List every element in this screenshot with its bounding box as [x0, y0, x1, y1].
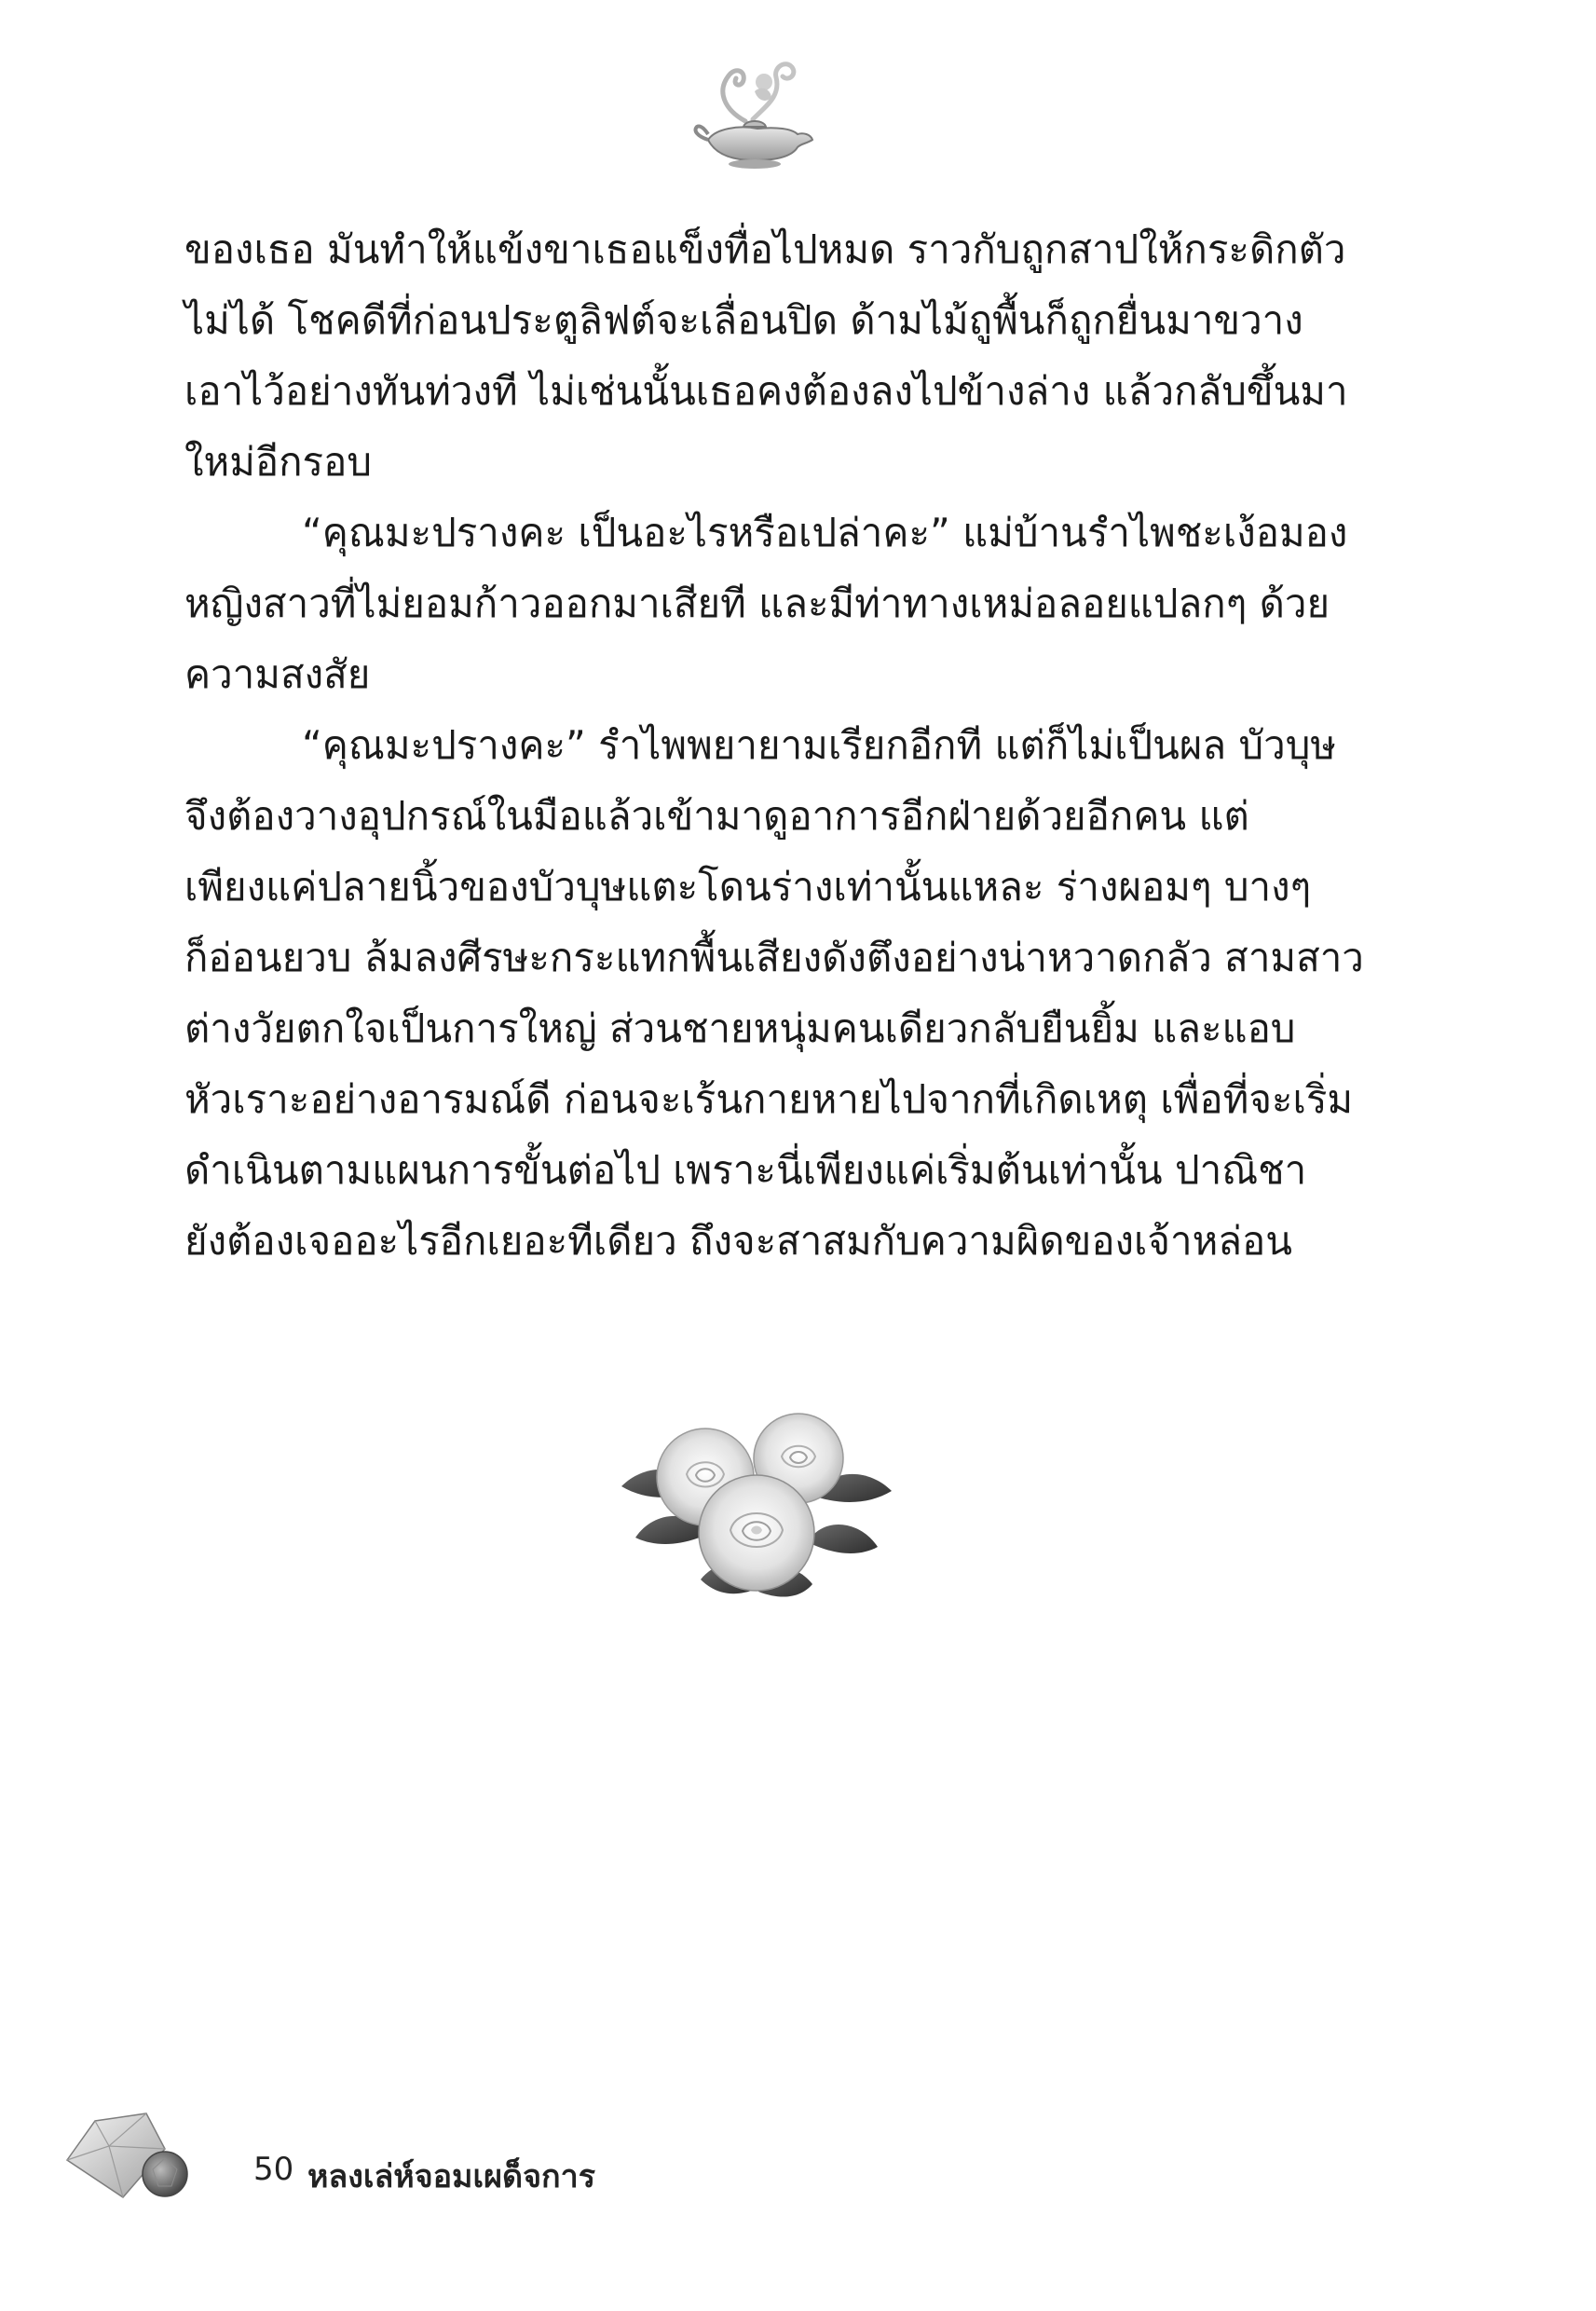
paragraph — [184, 214, 1348, 498]
text-line: “คุณมะปรางคะ เป็นอะไรหรือเปล่าคะ” แม่บ้านรำไพชะเง้อมอง — [302, 510, 1348, 555]
text-line: ยังต้องเจออะไรอีกเยอะทีเดียว ถึงจะสาสมกับความผิดของเจ้าหล่อน — [184, 1218, 1292, 1264]
book-title: หลงเล่ห์จอมเผด็จการ — [307, 2158, 595, 2195]
genie-lamp-icon — [688, 54, 818, 171]
text-line: ดำเนินตามแผนการขั้นต่อไป เพราะนี่เพียงแค่เริ่มต้นเท่านั้น ปาณิชา — [184, 1147, 1307, 1193]
text-line: ความสงสัย — [184, 651, 371, 697]
paragraph — [184, 710, 1364, 1277]
text-line: เอาไว้อย่างทันท่วงที ไม่เช่นนั้นเธอคงต้องลงไปข้างล่าง แล้วกลับขึ้นมา — [184, 368, 1348, 414]
paragraph — [184, 498, 1348, 710]
text-line: หัวเราะอย่างอารมณ์ดี ก่อนจะเร้นกายหายไปจากที่เกิดเหตุ เพื่อที่จะเริ่ม — [184, 1076, 1354, 1122]
text-line: จึงต้องวางอุปกรณ์ในมือแล้วเข้ามาดูอาการอีกฝ่ายด้วยอีกคน แต่ — [184, 793, 1249, 839]
text-line: หญิงสาวที่ไม่ยอมก้าวออกมาเสียที และมีท่าทางเหม่อลอยแปลกๆ ด้วย — [184, 581, 1330, 626]
diamond-icon — [58, 2104, 202, 2205]
text-line: ของเธอ มันทำให้แข้งขาเธอแข็งทื่อไปหมด ราวกับถูกสาปให้กระดิกตัว — [184, 226, 1346, 272]
page-footer — [58, 2104, 710, 2207]
text-line: “คุณมะปรางคะ” รำไพพยายามเรียกอีกที แต่ก็ไม่เป็นผล บัวบุษ — [302, 722, 1337, 768]
text-line: ไม่ได้ โชคดีที่ก่อนประตูลิฟต์จะเลื่อนปิด ด้ามไม้ถูพื้นก็ถูกยื่นมาขวาง — [184, 297, 1303, 343]
roses-icon — [617, 1407, 896, 1607]
page-number: 50 — [253, 2151, 294, 2188]
body-text — [184, 214, 1364, 1277]
text-line: ต่างวัยตกใจเป็นการใหญ่ ส่วนชายหนุ่มคนเดียวกลับยืนยิ้ม และแอบ — [184, 1005, 1296, 1051]
text-line: เพียงแค่ปลายนิ้วของบัวบุษแตะโดนร่างเท่านั้นแหละ ร่างผอมๆ บางๆ — [184, 864, 1312, 909]
text-line: ก็อ่อนยวบ ล้มลงศีรษะกระแทกพื้นเสียงดังตึงอย่างน่าหวาดกลัว สามสาว — [184, 935, 1364, 980]
text-line: ใหม่อีกรอบ — [184, 439, 372, 485]
